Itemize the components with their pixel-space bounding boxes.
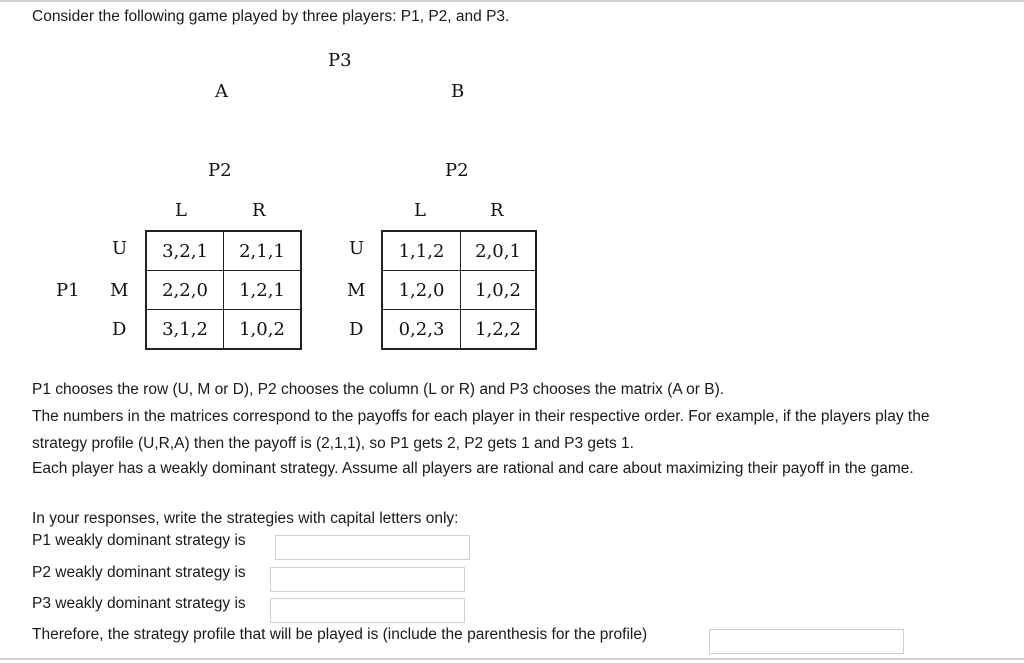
matrix-a-label: A — [215, 81, 228, 102]
matrix-b-row-d: D — [349, 319, 364, 340]
matrix-b-cell: 1,2,0 — [382, 271, 461, 310]
matrix-b-cell: 1,2,2 — [461, 310, 537, 350]
matrix-a-cell: 3,2,1 — [146, 231, 224, 271]
matrix-a-cell: 2,2,0 — [146, 271, 224, 310]
matrix-b-p2-label: P2 — [445, 160, 469, 181]
matrix-b-row-u: U — [349, 238, 365, 259]
strategy-profile-input[interactable] — [709, 629, 904, 654]
matrix-a-cell: 1,0,2 — [224, 310, 302, 350]
top-divider — [0, 0, 1024, 2]
matrix-b-cell: 1,1,2 — [382, 231, 461, 271]
matrix-a-col-r: R — [252, 200, 266, 221]
question-p3-label: P3 weakly dominant strategy is — [32, 595, 246, 612]
matrix-b-cell: 2,0,1 — [461, 231, 537, 271]
question-profile-label: Therefore, the strategy profile that will be played is (include the parenthesis for the profile) — [32, 626, 648, 643]
matrix-b-cell: 1,0,2 — [461, 271, 537, 310]
matrix-b-cell: 0,2,3 — [382, 310, 461, 350]
intro-text: Consider the following game played by three players: P1, P2, and P3. — [32, 8, 510, 25]
matrix-a-p2-label: P2 — [208, 160, 232, 181]
matrix-a-row-m: M — [110, 280, 129, 301]
matrix-a-cell: 2,1,1 — [224, 231, 302, 271]
p2-strategy-input[interactable] — [270, 567, 465, 592]
matrix-a-col-l: L — [175, 200, 187, 221]
matrix-b-row-m: M — [347, 280, 366, 301]
matrix-a-row-u: U — [112, 238, 128, 259]
payoff-matrix-b — [381, 230, 537, 350]
p3-label: P3 — [328, 50, 352, 71]
dominant-strategy-note: Each player has a weakly dominant strategy. Assume all players are rational and care about maximizing their payoff in the game. — [32, 460, 914, 477]
p1-label: P1 — [56, 280, 80, 301]
question-p2-label: P2 weakly dominant strategy is — [32, 564, 246, 581]
bottom-divider — [0, 658, 1024, 660]
matrix-a-row-d: D — [112, 319, 127, 340]
p3-strategy-input[interactable] — [270, 598, 465, 623]
choice-description: P1 chooses the row (U, M or D), P2 chooses the column (L or R) and P3 chooses the matrix (A or B). — [32, 381, 725, 398]
matrix-b-label: B — [451, 81, 465, 102]
matrix-a-cell: 3,1,2 — [146, 310, 224, 350]
response-instructions: In your responses, write the strategies with capital letters only: — [32, 510, 459, 527]
matrix-b-col-l: L — [414, 200, 426, 221]
matrix-a-cell: 1,2,1 — [224, 271, 302, 310]
payoff-description: The numbers in the matrices correspond to the payoffs for each player in their respective order. For example, if the players play the strategy profile (U,R,A) then the payoff is (2,1,1), so P1 gets 2, P2 gets 1 and P3 gets 1. — [32, 408, 930, 452]
p1-strategy-input[interactable] — [275, 535, 470, 560]
question-p1-label: P1 weakly dominant strategy is — [32, 532, 246, 549]
matrix-b-col-r: R — [490, 200, 504, 221]
payoff-matrix-a — [145, 230, 302, 350]
